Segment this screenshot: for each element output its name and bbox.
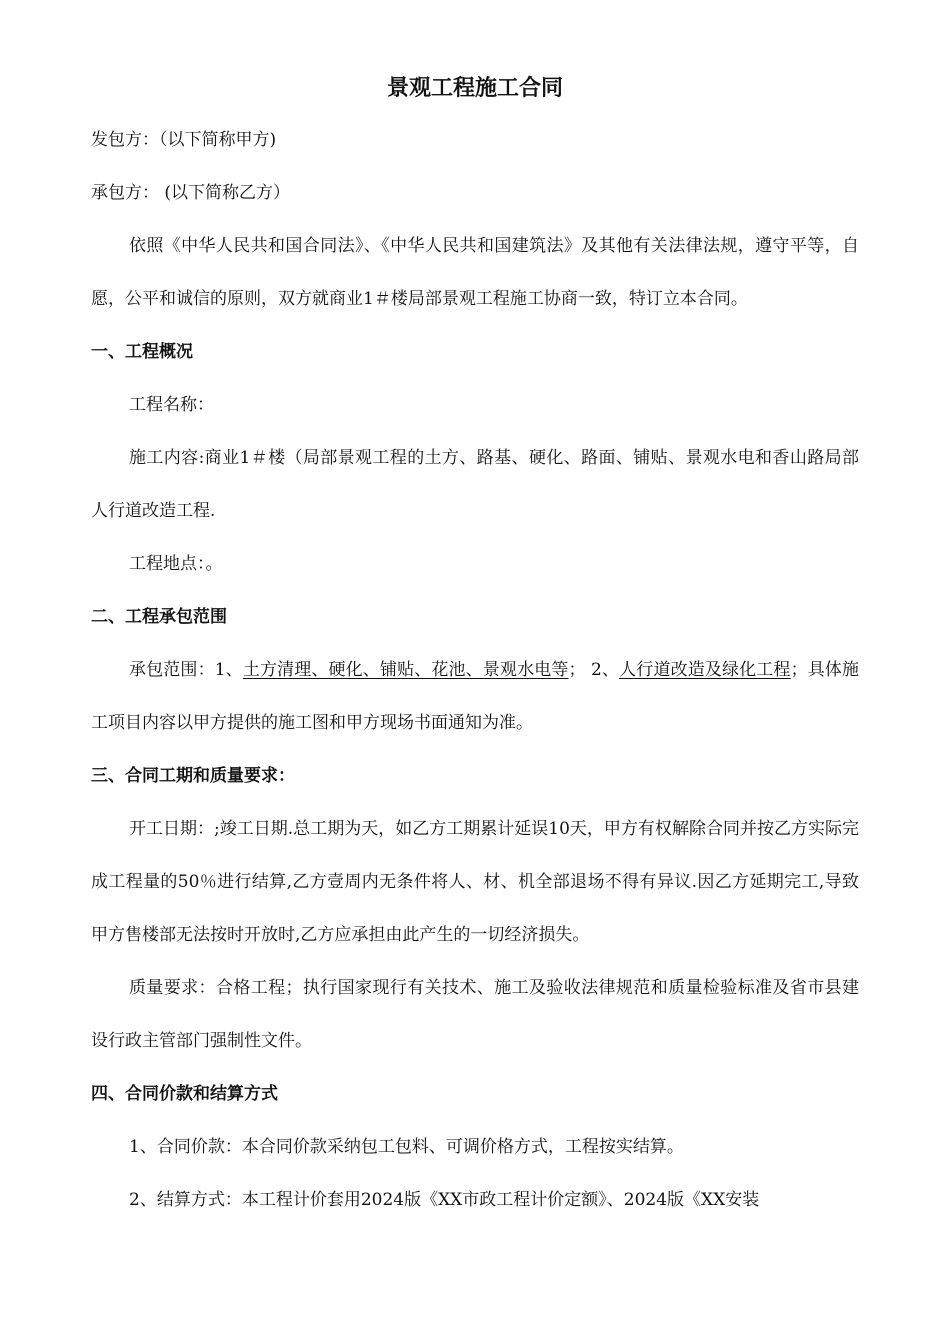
scope-item-2: 人行道改造及绿化工程	[619, 660, 791, 680]
contract-price-paragraph: 1、合同价款：本合同价款采纳包工包料、可调价格方式，工程按实结算。	[129, 1137, 684, 1157]
scope-prefix: 承包范围：1、	[129, 660, 243, 680]
party-b-line: 承包方： (以下简称乙方）	[91, 183, 291, 203]
section-heading-price-settlement: 四、合同价款和结算方式	[91, 1084, 278, 1104]
section-heading-overview: 一、工程概况	[91, 342, 193, 362]
project-name-line: 工程名称：	[129, 395, 214, 415]
quality-paragraph: 质量要求：合格工程；执行国家现行有关技术、施工及验收法律规范和质量检验标准及省市县建设行政主管部门强制性文件。	[91, 978, 859, 1051]
scope-separator: ； 2、	[568, 660, 620, 680]
party-a-line: 发包方：（以下简称甲方)	[91, 130, 277, 150]
schedule-paragraph: 开工日期：;竣工日期.总工期为天，如乙方工期累计延误10天，甲方有权解除合同并按乙方实际完成工程量的50％进行结算,乙方壹周内无条件将人、材、机全部退场不得有异议.因乙方延期完工,导致甲方售楼部无法按时开放时,乙方应承担由此产生的一切经济损失。	[91, 819, 859, 945]
construction-content-paragraph: 施工内容:商业1＃楼（局部景观工程的土方、路基、硬化、路面、铺贴、景观水电和香山路局部人行道改造工程.	[91, 448, 859, 521]
project-location-line: 工程地点：。	[129, 554, 223, 574]
section-heading-scope: 二、工程承包范围	[91, 607, 227, 627]
settlement-paragraph: 2、结算方式：本工程计价套用2024版《XX市政工程计价定额》、2024版《XX安装	[129, 1190, 760, 1210]
scope-paragraph	[91, 644, 859, 750]
scope-suffix: ；具体施工项目内容以甲方提供的施工图和甲方现场书面通知为准。	[91, 660, 860, 733]
scope-item-1: 土方清理、硬化、铺贴、花池、景观水电等	[242, 660, 569, 680]
document-title: 景观工程施工合同	[386, 75, 563, 101]
section-heading-schedule-quality: 三、合同工期和质量要求：	[91, 766, 295, 786]
intro-paragraph: 依照《中华人民共和国合同法》、《中华人民共和国建筑法》及其他有关法律法规，遵守平等，自愿，公平和诚信的原则，双方就商业1＃楼局部景观工程施工协商一致，特订立本合同。	[91, 236, 859, 309]
